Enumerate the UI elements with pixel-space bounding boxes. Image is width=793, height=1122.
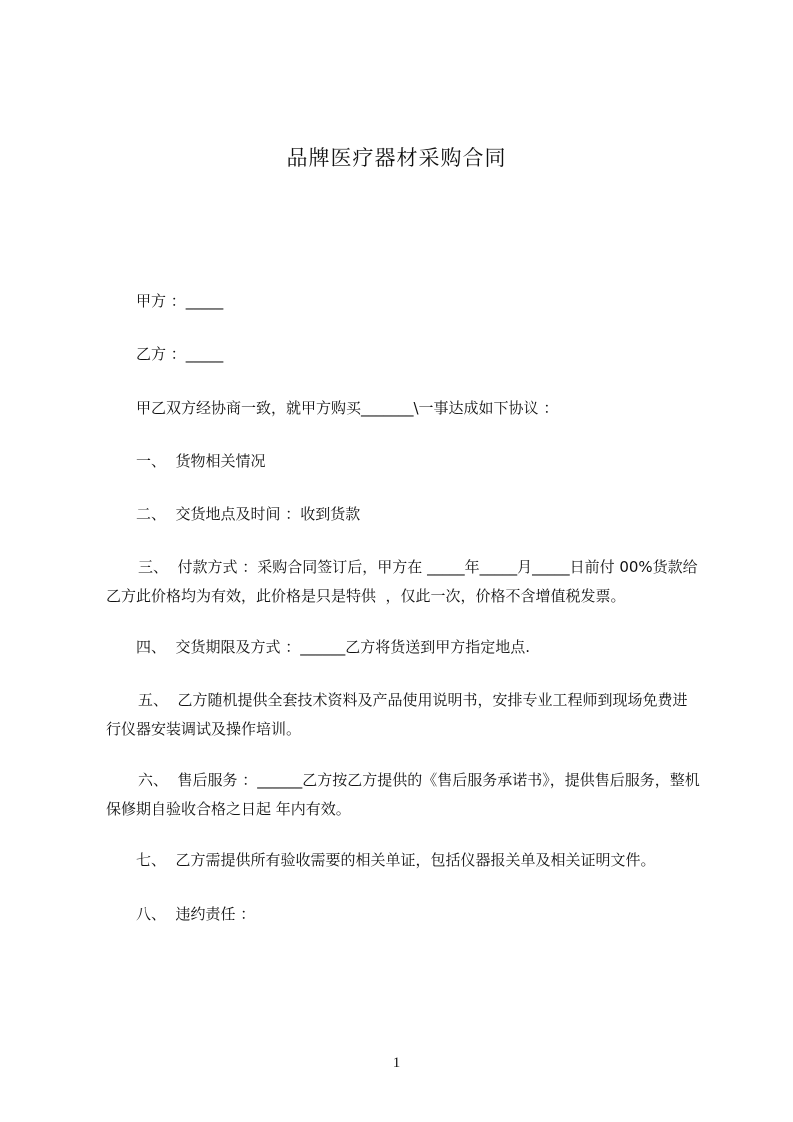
clause-7: 七、 乙方需提供所有验收需要的相关单证，包括仪器报关单及相关证明文件。: [136, 851, 656, 869]
party-a-line: 甲方 ：_____: [136, 292, 224, 310]
intro-paragraph: 甲乙双方经协商一致，就甲方购买_______\一事达成如下协议 ：: [136, 399, 559, 417]
clause-4: 四、 交货期限及方式 ：______乙方将货送到甲方指定地点.: [136, 638, 531, 656]
clause-2: 二、 交货地点及时间 ：收到货款: [136, 505, 361, 523]
clause-8: 八、 违约责任 ：: [136, 905, 256, 923]
document-title: 品牌医疗器材采购合同: [286, 146, 507, 170]
clause-1: 一、 货物相关情况: [136, 452, 266, 470]
page-number: 1: [392, 1055, 401, 1071]
clause-6: 六、 售后服务 ：______乙方按乙方提供的《售后服务承诺书》，提供售后服务，整机保修期自验收合格之日起 年内有效。: [106, 771, 700, 818]
clause-5: 五、 乙方随机提供全套技术资料及产品使用说明书，安排专业工程师到现场免费进行仪器安装调试及操作培训。: [106, 691, 688, 738]
clause-3: 三、 付款方式 ：采购合同签订后，甲方在 _____年_____月_____日前付 00%货款给乙方此价格均为有效，此价格是只是特供 ，仅此一次，价格不含增值税发票。: [106, 558, 698, 605]
party-b-line: 乙方 ：_____: [136, 345, 224, 363]
